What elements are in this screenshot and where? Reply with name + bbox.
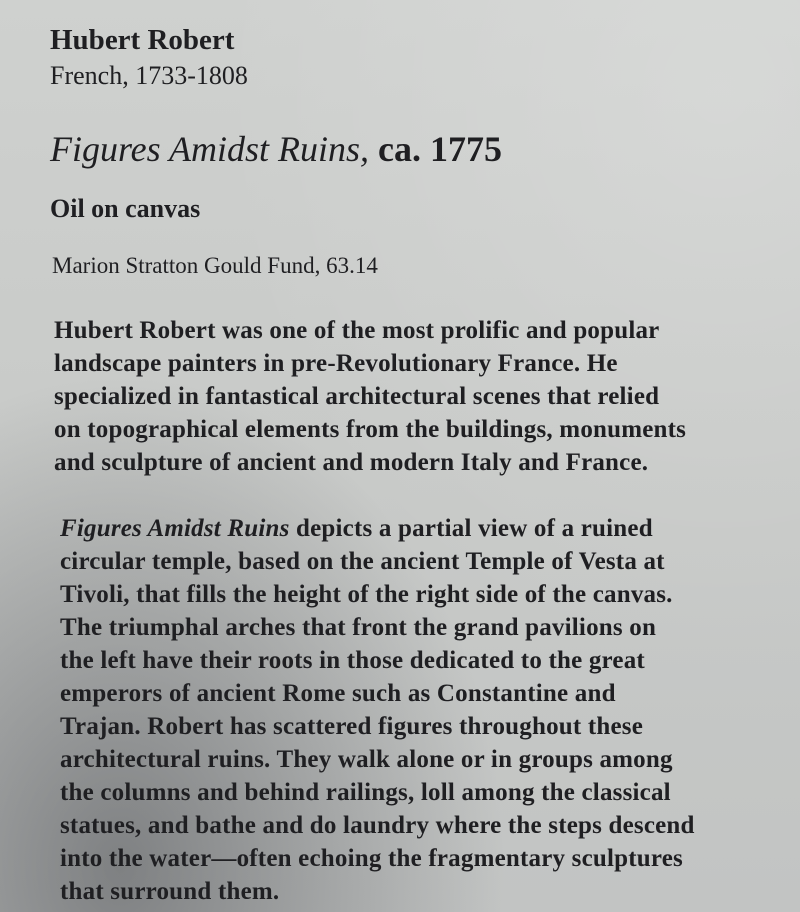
paragraph-line: into the water—often echoing the fragmentary sculptures <box>60 845 683 872</box>
credit-line: Marion Stratton Gould Fund, 63.14 <box>52 253 378 278</box>
paragraph-line: Hubert Robert was one of the most prolific and popular <box>54 317 660 344</box>
paragraph-line: statues, and bathe and do laundry where the steps descend <box>60 812 695 839</box>
artwork-date: ca. 1775 <box>378 129 502 169</box>
description-paragraph-2 <box>60 512 695 908</box>
paragraph-line: Tivoli, that fills the height of the right side of the canvas. <box>60 581 673 608</box>
paragraph-line: on topographical elements from the buildings, monuments <box>54 416 687 443</box>
paragraph-line: The triumphal arches that front the grand pavilions on <box>60 614 657 641</box>
artwork-medium: Oil on canvas <box>50 194 201 223</box>
paragraph-line <box>60 512 695 545</box>
artist-nationality-dates: French, 1733-1808 <box>50 61 248 90</box>
paragraph-line: and sculpture of ancient and modern Italy and France. <box>54 449 649 476</box>
paragraph-line: the columns and behind railings, loll among the classical <box>60 779 671 806</box>
paragraph-line: emperors of ancient Rome such as Constantine and <box>60 680 616 707</box>
paragraph-line: that surround them. <box>60 878 280 905</box>
paragraph-line: the left have their roots in those dedicated to the great <box>60 647 645 674</box>
artist-name: Hubert Robert <box>50 24 235 56</box>
paragraph-line: architectural ruins. They walk alone or in groups among <box>60 746 673 773</box>
artwork-title-line <box>50 128 502 170</box>
artwork-title: Figures Amidst Ruins, <box>50 129 370 169</box>
description-paragraph-1 <box>54 314 686 479</box>
paragraph-line: specialized in fantastical architectural scenes that relied <box>54 383 660 410</box>
paragraph-line-rest: depicts a partial view of a ruined <box>289 515 653 542</box>
paragraph-line: circular temple, based on the ancient Temple of Vesta at <box>60 548 665 575</box>
paragraph-line: landscape painters in pre-Revolutionary France. He <box>54 350 618 377</box>
paragraph-title-reference: Figures Amidst Ruins <box>60 515 290 542</box>
paragraph-line: Trajan. Robert has scattered figures throughout these <box>60 713 644 740</box>
